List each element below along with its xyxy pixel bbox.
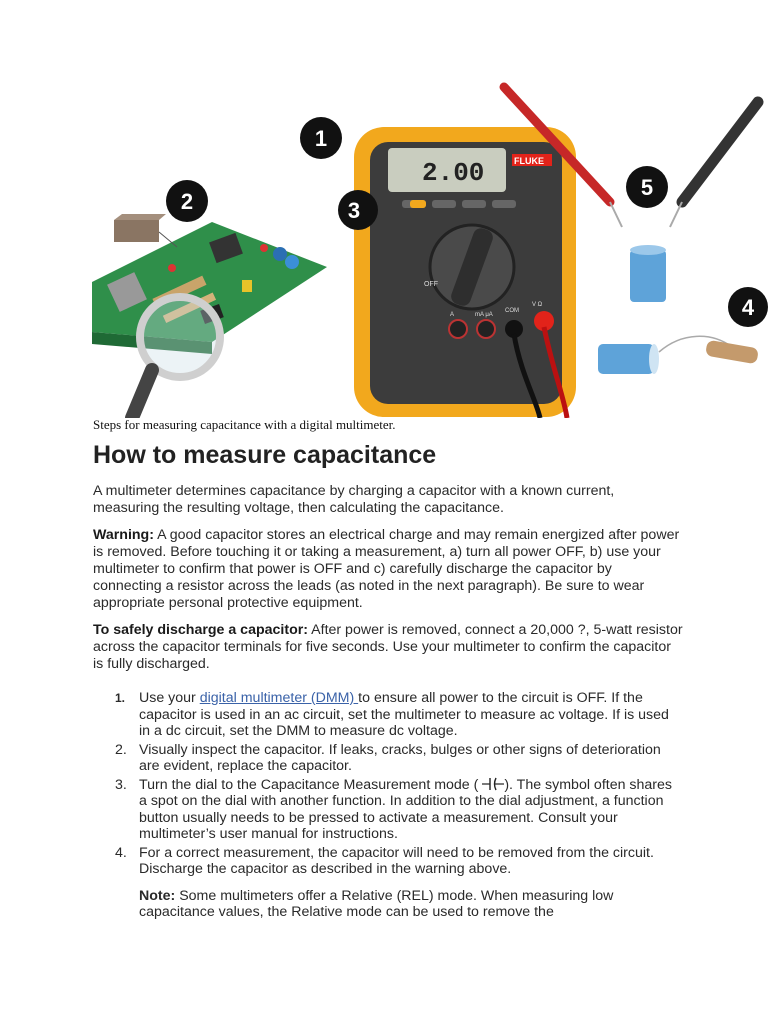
note-block	[139, 888, 673, 921]
step-text: For a correct measurement, the capacitor will need to be removed from the circuit. Discharge the capacitor as described in the warning above.	[139, 844, 654, 877]
jack-label-ma: mA μA	[475, 312, 493, 318]
steps-list	[93, 690, 673, 923]
badge-step-4: 4	[741, 295, 755, 320]
badge-step-5: 5	[640, 175, 654, 200]
list-item	[93, 777, 673, 843]
meter-brand-label: FLUKE	[514, 156, 544, 166]
list-item	[93, 845, 673, 921]
figure-caption: Steps for measuring capacitance with a digital multimeter.	[93, 417, 396, 432]
capacitor-symbol-icon	[482, 777, 504, 791]
step-number: 3.	[115, 776, 127, 793]
step-number: 1.	[115, 691, 126, 705]
dial-label-off: OFF	[424, 281, 438, 288]
discharge-label: To safely discharge a capacitor:	[93, 622, 308, 638]
step-text-before: Use your	[139, 690, 200, 706]
step-text-after: ). The symbol often shares a spot on the dial with another function. In addition to the dial adjustment, a function button usually needs to be pressed to activate a measurement. Consult your multimeter’s user manual for instructions.	[139, 776, 673, 842]
step-number: 2.	[115, 741, 127, 758]
step-number: 4.	[115, 844, 127, 861]
dmm-link[interactable]: digital multimeter (DMM)	[199, 690, 359, 706]
warning-text: A good capacitor stores an electrical charge and may remain energized after power is removed. Before touching it or taking a measurement, a) turn all power OFF, b) use your multimeter to confirm that power is OFF and c) carefully discharge the capacitor by connecting a resistor across the leads (as noted in the next paragraph). Be sure to wear appropriate personal protective equipment.	[93, 527, 680, 611]
page-title: How to measure capacitance	[93, 441, 437, 469]
step-text: Visually inspect the capacitor. If leaks, cracks, bulges or other signs of deterioration are evident, replace the capacitor.	[139, 741, 661, 774]
list-item	[93, 690, 673, 740]
warning-paragraph	[93, 527, 683, 612]
multimeter-illustration	[92, 82, 768, 418]
step-text-before: Turn the dial to the Capacitance Measurement mode (	[139, 776, 483, 793]
jack-label-v: V Ω	[532, 302, 543, 308]
badge-step-3: 3	[347, 198, 361, 223]
badge-step-1: 1	[314, 126, 328, 151]
warning-label: Warning:	[93, 527, 154, 543]
discharge-paragraph	[93, 622, 683, 673]
jack-label-a: A	[450, 312, 455, 318]
discharge-text: After power is removed, connect a 20,000 ?, 5-watt resistor across the capacitor terminals for five seconds. Use your multimeter to confirm the capacitor is fully discharged.	[93, 622, 683, 672]
list-item	[93, 742, 673, 775]
magnifier-icon	[132, 297, 220, 418]
note-text: Some multimeters offer a Relative (REL) mode. When measuring low capacitance values, the Relative mode can be used to remove the	[139, 887, 614, 920]
note-label: Note:	[139, 887, 176, 904]
meter-display-reading: 2.00	[422, 158, 485, 188]
step-text-after: to ensure all power to the circuit is OFF. If the capacitor is used in an ac circuit, set the multimeter to measure ac voltage. If is used in a dc circuit, set the DMM to measure dc voltage.	[139, 690, 669, 739]
multimeter-body	[354, 127, 576, 418]
badge-step-2: 2	[180, 189, 194, 214]
intro-paragraph: A multimeter determines capacitance by charging a capacitor with a known current, measuring the resulting voltage, then calculating the capacitance.	[93, 483, 615, 516]
jack-label-com: COM	[505, 308, 519, 314]
